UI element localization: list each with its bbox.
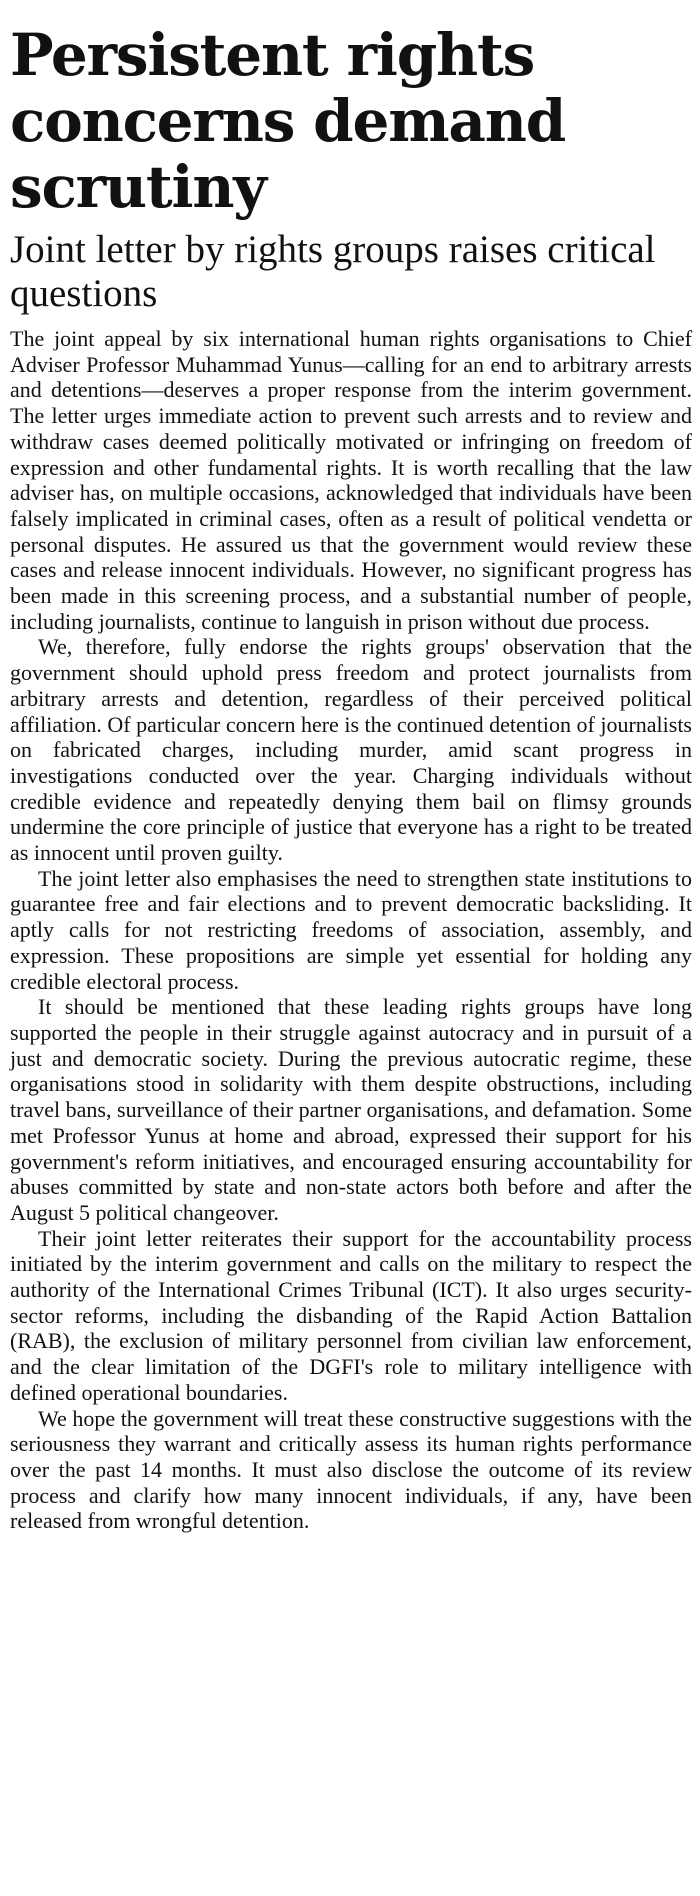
article-headline: Persistent rights concerns demand scrutiny [10,21,566,221]
article-body [10,326,692,1534]
article-subheadline: Joint letter by rights groups raises critical questions [10,228,656,315]
body-paragraph-3: The joint letter also emphasises the need to strengthen state institutions to guarantee free and fair elections and to prevent democratic backsliding. It aptly calls for not restricting freedoms of association, assembly, and expression. These propositions are simple yet essential for holding any credible electoral process. [10,865,692,994]
body-paragraph-4: It should be mentioned that these leading rights groups have long supported the people in their struggle against autocracy and in pursuit of a just and democratic society. During the previous autocratic regime, these organisations stood in solidarity with them despite obstructions, including travel bans, surveillance of their partner organisations, and defamation. Some met Professor Yunus at home and abroad, expressed their support for his government's reform initiatives, and encouraged ensuring accountability for abuses committed by state and non-state actors both before and after the August 5 political changeover. [10,994,692,1225]
body-paragraph-1: The joint appeal by six international human rights organisations to Chief Adviser Professor Muhammad Yunus—calling for an end to arbitrary arrests and detentions—deserves a proper response from the interim government. The letter urges immediate action to prevent such arrests and to review and withdraw cases deemed politically motivated or infringing on freedom of expression and other fundamental rights. It is worth recalling that the law adviser has, on multiple occasions, acknowledged that individuals have been falsely implicated in criminal cases, often as a result of political vendetta or personal disputes. He assured us that the government would review these cases and release innocent individuals. However, no significant progress has been made in this screening process, and a substantial number of people, including journalists, continue to languish in prison without due process. [10,326,692,634]
body-paragraph-6: We hope the government will treat these constructive suggestions with the seriousness they warrant and critically assess its human rights performance over the past 14 months. It must also disclose the outcome of its review process and clarify how many innocent individuals, if any, have been released from wrongful detention. [10,1405,692,1534]
body-paragraph-5: Their joint letter reiterates their support for the accountability process initiated by the interim government and calls on the military to respect the authority of the International Crimes Tribunal (ICT). It also urges security-sector reforms, including the disbanding of the Rapid Action Battalion (RAB), the exclusion of military personnel from civilian law enforcement, and the clear limitation of the DGFI's role to military intelligence with defined operational boundaries. [10,1225,692,1405]
body-paragraph-2: We, therefore, fully endorse the rights groups' observation that the government should uphold press freedom and protect journalists from arbitrary arrests and detention, regardless of their perceived political affiliation. Of particular concern here is the continued detention of journalists on fabricated charges, including murder, amid scant progress in investigations conducted over the year. Charging individuals without credible evidence and repeatedly denying them bail on flimsy grounds undermine the core principle of justice that everyone has a right to be treated as innocent until proven guilty. [10,634,692,866]
